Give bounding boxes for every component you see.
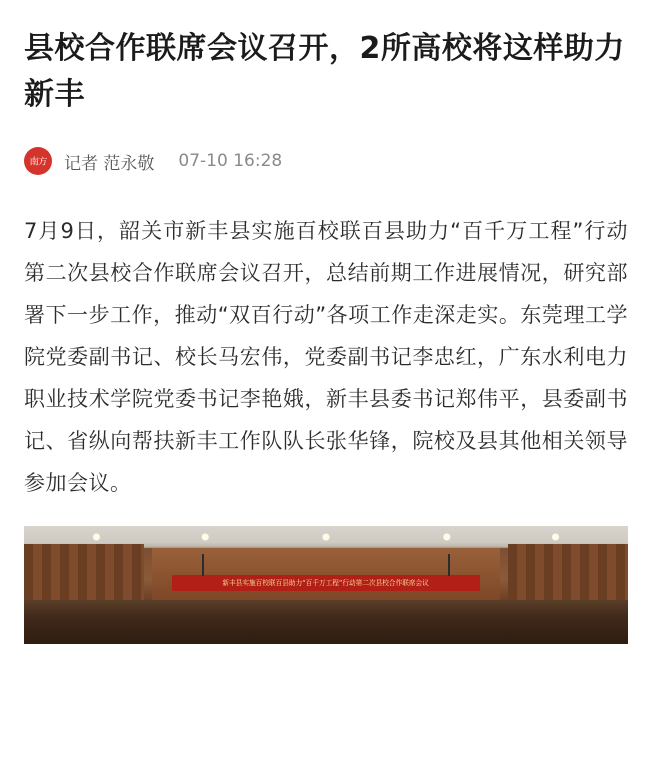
conference-table bbox=[24, 600, 628, 644]
conference-hall-photo bbox=[24, 526, 628, 644]
byline-timestamp: 07-10 16:28 bbox=[178, 151, 283, 171]
byline-author: 记者 范永敬 bbox=[64, 153, 155, 174]
meeting-banner-text: 新丰县实施百校联百县助力“百千万工程”行动第二次县校合作联席会议 bbox=[222, 579, 430, 587]
page-title: 县校合作联席会议召开，2所高校将这样助力新丰 bbox=[24, 31, 625, 112]
ceiling-lights bbox=[24, 530, 628, 544]
publisher-logo-label: 南方 bbox=[29, 155, 47, 167]
article-body: 7月9日，韶关市新丰县实施百校联百县助力“百千万工程”行动第二次县校合作联席会议召开，总结前期工作进展情况，研究部署下一步工作，推动“双百行动”各项工作走深走实。东莞理工学院党委副书记、校长马宏伟，党委副书记李忠红，广东水利电力职业技术学院党委书记李艳娥，新丰县委书记郑伟平，县委副书记、省纵向帮扶新丰工作队队长张华锋，院校及县其他相关领导参加会议。 bbox=[24, 219, 628, 495]
microphone-left-icon bbox=[202, 554, 204, 576]
byline bbox=[24, 146, 628, 176]
microphone-right-icon bbox=[448, 554, 450, 576]
article-image bbox=[24, 526, 628, 644]
publisher-logo-icon bbox=[24, 147, 52, 175]
